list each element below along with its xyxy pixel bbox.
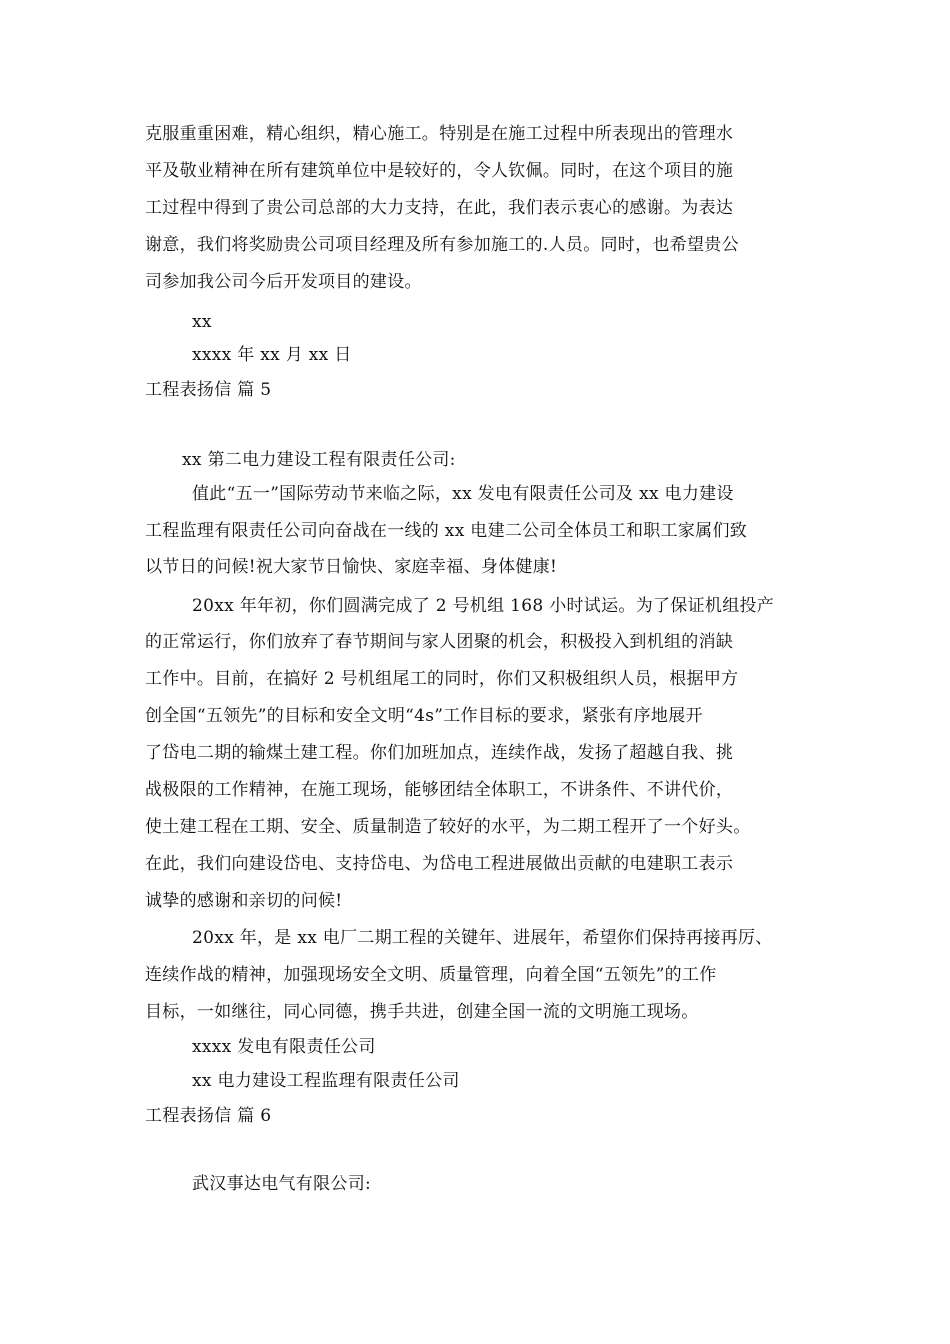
body-line: 值此“五一”国际劳动节来临之际，xx 发电有限责任公司及 xx 电力建设: [192, 484, 734, 504]
letter-greeting: xx 第二电力建设工程有限责任公司:: [182, 450, 456, 470]
body-line: 克服重重困难，精心组织，精心施工。特别是在施工过程中所表现出的管理水: [145, 124, 734, 144]
body-line: 诚挚的感谢和亲切的问候!: [145, 891, 343, 911]
body-line: 使土建工程在工期、安全、质量制造了较好的水平，为二期工程开了一个好头。: [145, 817, 751, 837]
body-line: 以节日的问候!祝大家节日愉快、家庭幸福、身体健康!: [145, 557, 558, 577]
signature: xx 电力建设工程监理有限责任公司: [192, 1071, 460, 1091]
body-line: 了岱电二期的输煤土建工程。你们加班加点，连续作战，发扬了超越自我、挑: [145, 743, 734, 763]
signature: xxxx 发电有限责任公司: [192, 1037, 376, 1057]
body-line: 的正常运行，你们放弃了春节期间与家人团聚的机会，积极投入到机组的消缺: [145, 632, 734, 652]
body-line: 目标，一如继往，同心同德，携手共进，创建全国一流的文明施工现场。: [145, 1002, 699, 1022]
section-heading: 工程表扬信 篇 5: [145, 380, 272, 400]
body-line: 司参加我公司今后开发项目的建设。: [145, 272, 422, 292]
body-line: 工过程中得到了贵公司总部的大力支持，在此，我们表示衷心的感谢。为表达: [145, 198, 734, 218]
body-line: 战极限的工作精神，在施工现场，能够团结全体职工，不讲条件、不讲代价，: [145, 780, 734, 800]
signature-date: xxxx 年 xx 月 xx 日: [192, 345, 352, 365]
body-line: 在此，我们向建设岱电、支持岱电、为岱电工程进展做出贡献的电建职工表示: [145, 854, 734, 874]
body-line: 工作中。目前，在搞好 2 号机组尾工的同时，你们又积极组织人员，根据甲方: [145, 669, 739, 689]
body-line: 工程监理有限责任公司向奋战在一线的 xx 电建二公司全体员工和职工家属们致: [145, 521, 748, 541]
section-heading: 工程表扬信 篇 6: [145, 1106, 272, 1126]
body-line: 平及敬业精神在所有建筑单位中是较好的，令人钦佩。同时，在这个项目的施: [145, 161, 734, 181]
body-line: 20xx 年，是 xx 电厂二期工程的关键年、进展年，希望你们保持再接再厉、: [192, 928, 773, 948]
body-line: 20xx 年年初，你们圆满完成了 2 号机组 168 小时试运。为了保证机组投产: [192, 596, 775, 616]
letter-greeting: 武汉事达电气有限公司:: [192, 1174, 372, 1194]
signature: xx: [192, 312, 212, 332]
body-line: 创全国“五领先”的目标和安全文明“4s”工作目标的要求，紧张有序地展开: [145, 706, 703, 726]
body-line: 连续作战的精神，加强现场安全文明、质量管理，向着全国“五领先”的工作: [145, 965, 717, 985]
body-line: 谢意，我们将奖励贵公司项目经理及所有参加施工的.人员。同时，也希望贵公: [145, 235, 739, 255]
